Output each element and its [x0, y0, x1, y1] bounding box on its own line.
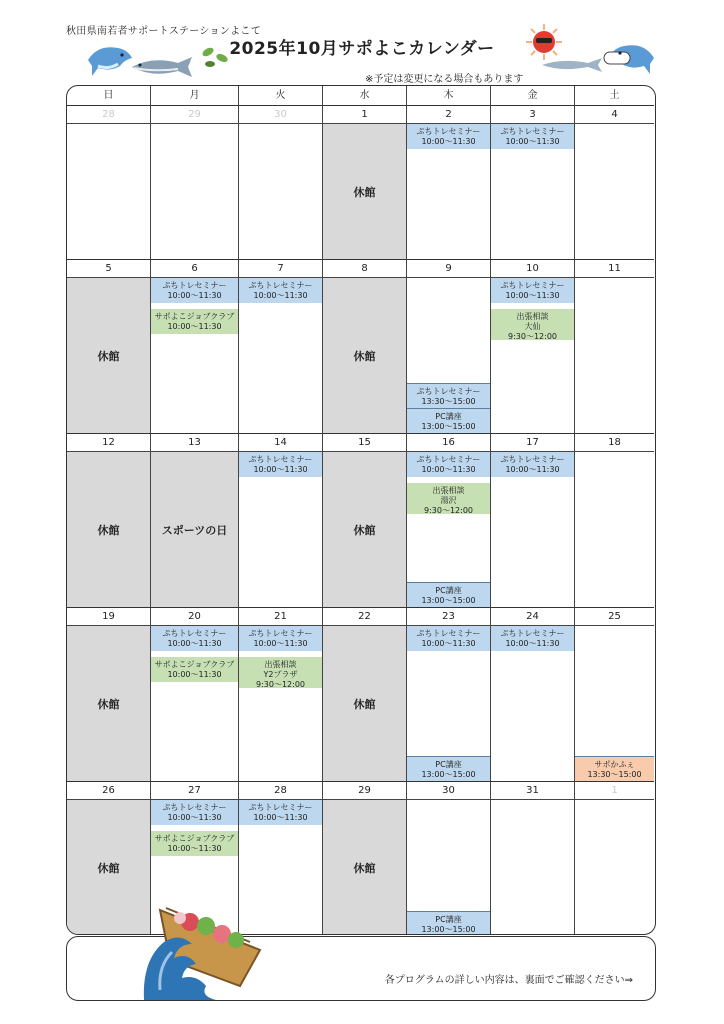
day-cell: [575, 452, 654, 608]
day-number: 7: [239, 260, 323, 278]
day-number: 29: [323, 782, 407, 800]
event-block[interactable]: [407, 483, 490, 514]
day-number: 14: [239, 434, 323, 452]
event-time: 10:00〜11:30: [505, 465, 560, 474]
day-number: 18: [575, 434, 654, 452]
day-cell: [323, 278, 407, 434]
weekday-header: 火: [239, 86, 323, 106]
day-cell: [67, 452, 151, 608]
event-title: ぷちトレセミナー: [162, 281, 227, 290]
event-block[interactable]: [407, 408, 490, 433]
day-cell: [67, 626, 151, 782]
page-title: 2025年10月サポよこカレンダー: [229, 39, 495, 59]
event-time: 9:30〜12:00: [423, 506, 474, 515]
event-title: ぷちトレセミナー: [500, 629, 565, 638]
day-cell: [323, 452, 407, 608]
closed-label: 休館: [97, 862, 120, 875]
event-title: 出張相談: [432, 486, 465, 495]
day-cell: [575, 124, 654, 260]
event-block[interactable]: [407, 756, 490, 781]
day-cell: [575, 278, 654, 434]
day-number: 2: [407, 106, 491, 124]
day-cell: [239, 626, 323, 782]
event-time: 13:30〜15:00: [587, 770, 642, 779]
day-number: 9: [407, 260, 491, 278]
day-cell: [491, 124, 575, 260]
event-time: 9:30〜12:00: [255, 680, 306, 689]
event-time: 10:00〜11:30: [421, 639, 476, 648]
day-number: 21: [239, 608, 323, 626]
day-cell: [151, 278, 239, 434]
event-title: ぷちトレセミナー: [500, 281, 565, 290]
event-time: 10:00〜11:30: [421, 137, 476, 146]
day-cell: [323, 626, 407, 782]
event-time: 13:00〜15:00: [421, 925, 476, 934]
day-cell: [575, 626, 654, 782]
day-number: 30: [407, 782, 491, 800]
event-time: 13:00〜15:00: [421, 770, 476, 779]
event-title: ぷちトレセミナー: [416, 387, 481, 396]
day-number: 20: [151, 608, 239, 626]
event-title: 出張相談: [264, 660, 297, 669]
event-block[interactable]: [151, 626, 238, 651]
event-time: 13:30〜15:00: [421, 397, 476, 406]
day-cell: [407, 452, 491, 608]
event-block[interactable]: [407, 383, 490, 408]
event-title: サポよこジョブクラブ: [154, 312, 235, 321]
event-block[interactable]: [491, 124, 574, 149]
weekday-header: 水: [323, 86, 407, 106]
event-block[interactable]: [491, 626, 574, 651]
day-number: 5: [67, 260, 151, 278]
event-title: サポかふぇ: [594, 760, 635, 769]
wave-icon: [140, 930, 220, 1002]
day-number: 1: [575, 782, 654, 800]
event-block[interactable]: [491, 452, 574, 477]
weekday-header: 木: [407, 86, 491, 106]
event-title: PC講座: [435, 915, 462, 924]
event-title: ぷちトレセミナー: [416, 629, 481, 638]
day-number: 27: [151, 782, 239, 800]
day-number: 8: [323, 260, 407, 278]
day-number: 31: [491, 782, 575, 800]
closed-label: 休館: [97, 697, 120, 711]
day-cell: [151, 626, 239, 782]
day-number: 28: [239, 782, 323, 800]
event-block[interactable]: [239, 800, 322, 825]
event-time: 10:00〜11:30: [167, 844, 222, 853]
fish-icon: [128, 54, 196, 80]
day-number: 15: [323, 434, 407, 452]
weekday-header: 月: [151, 86, 239, 106]
closed-label: 休館: [97, 349, 120, 363]
day-number: 17: [491, 434, 575, 452]
day-cell: [239, 124, 323, 260]
event-block[interactable]: [239, 626, 322, 651]
holiday-label: スポーツの日: [161, 523, 228, 537]
event-title: ぷちトレセミナー: [248, 629, 313, 638]
event-title: ぷちトレセミナー: [248, 455, 313, 464]
day-number: 12: [67, 434, 151, 452]
day-number: 4: [575, 106, 654, 124]
event-block[interactable]: [407, 124, 490, 149]
closed-label: 休館: [353, 523, 376, 537]
day-cell: [407, 626, 491, 782]
day-cell: [67, 800, 151, 935]
day-cell: [491, 800, 575, 935]
event-time: 10:00〜11:30: [167, 291, 222, 300]
event-block[interactable]: [407, 911, 490, 935]
day-number: 11: [575, 260, 654, 278]
event-title: サポよこジョブクラブ: [154, 660, 235, 669]
day-cell: [575, 800, 654, 935]
day-cell: [323, 124, 407, 260]
day-number: 30: [239, 106, 323, 124]
day-cell: [239, 452, 323, 608]
event-time: 10:00〜11:30: [167, 639, 222, 648]
event-title: 出張相談: [516, 312, 549, 321]
event-block[interactable]: [151, 657, 238, 682]
day-number: 23: [407, 608, 491, 626]
event-title: ぷちトレセミナー: [416, 455, 481, 464]
event-title: ぷちトレセミナー: [248, 281, 313, 290]
day-number: 13: [151, 434, 239, 452]
event-time: 13:00〜15:00: [421, 596, 476, 605]
schedule-note: ※予定は変更になる場合もあります: [365, 74, 524, 85]
day-cell: [491, 278, 575, 434]
weekday-header: 土: [575, 86, 654, 106]
event-block[interactable]: [491, 309, 574, 340]
event-block[interactable]: [151, 309, 238, 334]
event-block[interactable]: [407, 452, 490, 477]
day-cell: [407, 124, 491, 260]
organization-name: 秋田県南若者サポートステーションよこて: [66, 26, 261, 37]
event-time: 10:00〜11:30: [421, 465, 476, 474]
event-time: 10:00〜11:30: [253, 639, 308, 648]
event-block[interactable]: [239, 452, 322, 477]
event-block[interactable]: [151, 278, 238, 303]
event-block[interactable]: [239, 278, 322, 303]
event-time: 10:00〜11:30: [505, 291, 560, 300]
event-title: ぷちトレセミナー: [416, 127, 481, 136]
calendar-grid: [66, 85, 656, 935]
event-time: 10:00〜11:30: [505, 639, 560, 648]
day-cell: [151, 452, 239, 608]
event-time: 10:00〜11:30: [505, 137, 560, 146]
event-block[interactable]: [151, 800, 238, 825]
event-block[interactable]: [407, 582, 490, 607]
day-cell: [323, 800, 407, 935]
event-title: ぷちトレセミナー: [500, 455, 565, 464]
event-time: 10:00〜11:30: [253, 465, 308, 474]
day-number: 25: [575, 608, 654, 626]
weekday-header: 日: [67, 86, 151, 106]
event-time: 10:00〜11:30: [167, 813, 222, 822]
dolphin-icon: [602, 34, 658, 80]
closed-label: 休館: [97, 523, 120, 537]
day-number: 24: [491, 608, 575, 626]
weekday-header: 金: [491, 86, 575, 106]
event-block[interactable]: [407, 626, 490, 651]
event-time: 10:00〜11:30: [167, 670, 222, 679]
event-title: 大仙: [524, 322, 541, 331]
closed-label: 休館: [353, 862, 376, 875]
event-time: 10:00〜11:30: [167, 322, 222, 331]
event-time: 9:30〜12:00: [507, 332, 558, 341]
event-block[interactable]: [575, 756, 654, 781]
day-number: 22: [323, 608, 407, 626]
day-cell: [491, 452, 575, 608]
day-number: 6: [151, 260, 239, 278]
closed-label: 休館: [353, 185, 376, 199]
event-time: 10:00〜11:30: [253, 813, 308, 822]
event-title: PC講座: [435, 412, 462, 421]
event-title: Y2プラザ: [263, 670, 298, 679]
event-title: PC講座: [435, 760, 462, 769]
closed-label: 休館: [353, 349, 376, 363]
event-block[interactable]: [239, 657, 322, 688]
event-title: サポよこジョブクラブ: [154, 834, 235, 843]
day-cell: [407, 800, 491, 935]
event-title: ぷちトレセミナー: [500, 127, 565, 136]
event-title: ぷちトレセミナー: [162, 629, 227, 638]
fish-icon: [540, 56, 604, 74]
event-title: PC講座: [435, 586, 462, 595]
leaf-icon: [196, 40, 232, 70]
day-cell: [67, 124, 151, 260]
day-number: 19: [67, 608, 151, 626]
day-cell: [239, 278, 323, 434]
event-title: ぷちトレセミナー: [162, 803, 227, 812]
day-cell: [151, 124, 239, 260]
event-time: 10:00〜11:30: [253, 291, 308, 300]
day-number: 1: [323, 106, 407, 124]
footer-note: 各プログラムの詳しい内容は、裏面でご確認ください⇒: [384, 975, 633, 986]
day-number: 10: [491, 260, 575, 278]
event-block[interactable]: [151, 831, 238, 856]
dolphin-icon: [84, 38, 134, 80]
event-time: 13:00〜15:00: [421, 422, 476, 431]
day-cell: [491, 626, 575, 782]
day-cell: [67, 278, 151, 434]
day-cell: [407, 278, 491, 434]
event-block[interactable]: [491, 278, 574, 303]
day-number: 28: [67, 106, 151, 124]
closed-label: 休館: [353, 697, 376, 711]
day-number: 3: [491, 106, 575, 124]
day-number: 16: [407, 434, 491, 452]
event-title: ぷちトレセミナー: [248, 803, 313, 812]
event-title: 湯沢: [440, 496, 457, 505]
day-number: 26: [67, 782, 151, 800]
day-number: 29: [151, 106, 239, 124]
